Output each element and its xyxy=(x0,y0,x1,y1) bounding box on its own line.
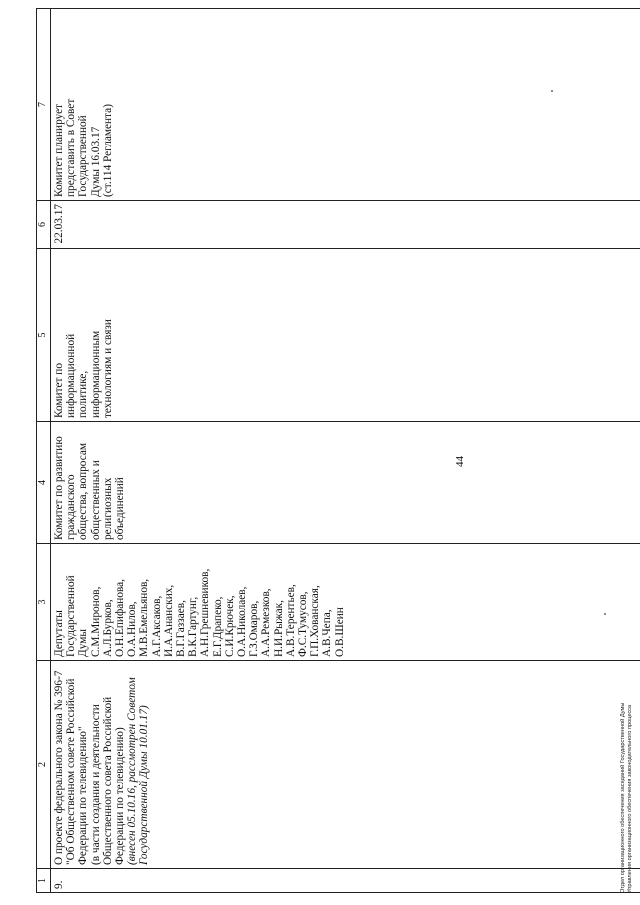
author-line: Депутаты xyxy=(53,610,65,657)
author-line: О.Н.Епифанова, xyxy=(114,578,127,657)
bill-title-cell xyxy=(51,661,346,869)
column-number: 6 xyxy=(37,201,51,249)
coexecutor-line: объединений xyxy=(114,477,127,540)
bill-title-line: Государственной Думы 10.01.17) xyxy=(138,705,151,865)
coexecutor-line: гражданского xyxy=(65,474,78,540)
author-line: С.М.Миронов, xyxy=(89,586,102,657)
author-line: Г.П.Хованская, xyxy=(309,585,322,657)
scan-speck xyxy=(604,613,606,615)
page-number: 44 xyxy=(454,456,466,467)
note-line: Думы 16.03.17 xyxy=(89,126,102,197)
coexecutor-line: общества, вопросам xyxy=(77,442,90,540)
bill-title xyxy=(53,664,151,865)
coexecutor-line: общественных и xyxy=(89,460,102,540)
responsible-committee-line: политике, xyxy=(77,370,90,418)
date-cell xyxy=(51,201,346,249)
note-text xyxy=(53,12,114,197)
authors-cell xyxy=(51,544,346,661)
author-line: Г.З.Омаров, xyxy=(248,600,261,657)
column-number-row xyxy=(37,9,51,893)
column-number: 5 xyxy=(37,249,51,422)
author-line: Ф.С.Тумусов, xyxy=(297,591,310,657)
author-line: А.В.Терентьев, xyxy=(284,584,297,657)
column-number: 2 xyxy=(37,661,51,869)
coexecutor-cell xyxy=(51,422,346,544)
agenda-table xyxy=(36,8,640,893)
column-number: 3 xyxy=(37,544,51,661)
author-line: В.Г.Газзаев, xyxy=(175,600,188,657)
bill-title-line: (в части создания и деятельности xyxy=(89,704,102,865)
author-line: И.А.Ананских, xyxy=(162,584,175,657)
author-line: О.В.Шеин xyxy=(333,607,346,657)
scan-speck xyxy=(551,90,553,92)
date-value: 22.03.17 xyxy=(53,204,65,244)
coexecutor-committee xyxy=(53,425,126,540)
responsible-committee-line: информационной xyxy=(65,333,78,418)
responsible-committee-cell xyxy=(51,249,346,422)
author-line: В.К.Гартунг, xyxy=(187,596,200,657)
bill-title-line: Общественного совета Российской xyxy=(101,696,114,865)
author-line: М.В.Емельянов, xyxy=(138,578,151,657)
responsible-committee-line: информационным xyxy=(89,330,102,418)
bill-title-line: (внесен 05.10.16, рассмотрен Советом xyxy=(126,677,139,865)
authors-list xyxy=(53,547,346,657)
note-line: Государственной xyxy=(77,115,90,197)
column-number: 4 xyxy=(37,422,51,544)
author-line: А.Л.Бурков, xyxy=(101,599,114,657)
responsible-committee-line: технологиям и связи xyxy=(101,319,114,418)
author-line: А.В.Чепа, xyxy=(321,609,334,657)
bill-title-line: О проекте федерального закона № 396-7 xyxy=(53,670,65,865)
bill-title-line: Федерации по телевидению" xyxy=(77,726,90,865)
footer-line: Управления организационного обеспечения законодательного процесса xyxy=(627,704,633,893)
responsible-committee xyxy=(53,252,114,418)
footer-line: Отдел организационного обеспечения заседаний Государственной Думы xyxy=(620,702,626,893)
author-line: Государственной xyxy=(65,575,78,657)
note-cell xyxy=(51,9,346,201)
author-line: А.Г.Аксаков, xyxy=(150,595,163,657)
author-line: О.А.Нилов, xyxy=(126,601,139,657)
coexecutor-line: Комитет по развитию xyxy=(53,436,65,540)
footer-text xyxy=(620,703,634,893)
bill-title-line: Федерации по телевидению) xyxy=(114,727,127,865)
bill-title-line: "Об Общественном совете Российской xyxy=(65,678,78,865)
responsible-committee-line: Комитет по xyxy=(53,362,65,418)
author-line: О.А.Николаев, xyxy=(236,586,249,657)
author-line: С.И.Крючек, xyxy=(223,595,236,657)
author-line: Е.Г.Драпеко, xyxy=(211,596,224,657)
table-row xyxy=(51,9,346,893)
note-line: Комитет планирует xyxy=(53,103,65,197)
coexecutor-line: религиозных xyxy=(101,477,114,540)
author-line: А.Н.Грешневиков, xyxy=(199,568,212,657)
note-line: представить в Совет xyxy=(65,98,78,197)
table-empty-area xyxy=(346,9,640,893)
note-line: (ст.114 Регламента) xyxy=(101,104,114,197)
author-line: А.А.Ремезков, xyxy=(260,588,273,657)
column-number: 1 xyxy=(37,869,51,893)
author-line: Думы xyxy=(77,629,90,657)
author-line: Н.И.Рыжак, xyxy=(272,600,285,657)
row-number: 9. xyxy=(51,869,346,893)
column-number: 7 xyxy=(37,9,51,201)
